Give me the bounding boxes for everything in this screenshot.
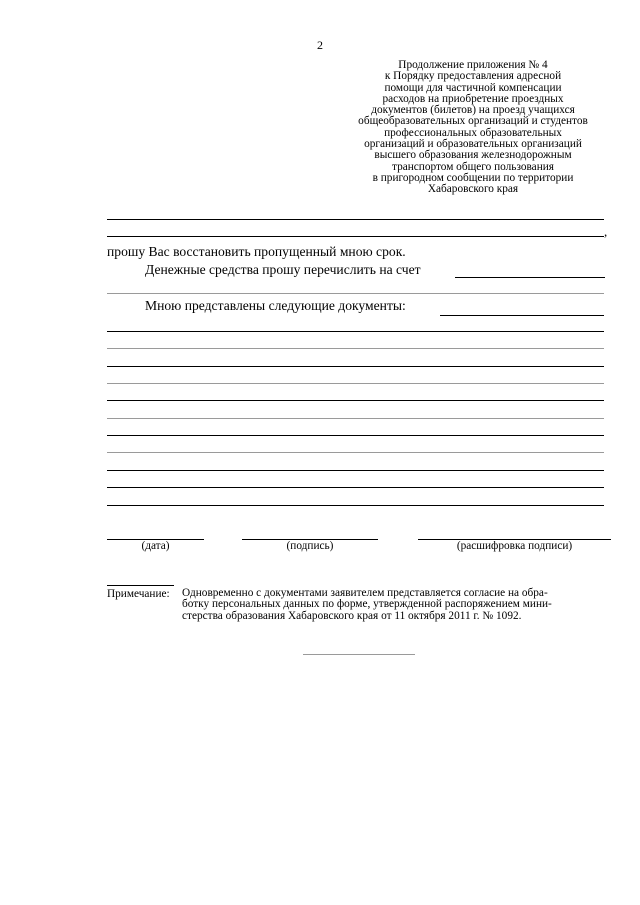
header-line: Хабаровского края [427,183,519,196]
transfer-text: Денежные средства прошу перечислить на счет [145,262,421,277]
request-text: прошу Вас восстановить пропущенный мною срок. [107,244,406,259]
documents-fill-line[interactable] [107,505,604,506]
note-line: Одновременно с документами заявителем представляется согласие на обра- [182,587,548,599]
header-line: помощи для частичной компенсации [384,81,562,94]
header-line: к Порядку предоставления адресной [384,70,562,83]
account-fill-line[interactable] [455,277,605,278]
note-separator [107,585,174,586]
note-text [182,588,606,622]
account-fill-line-2[interactable] [107,293,604,294]
header-line: Продолжение приложения № 4 [398,59,548,71]
documents-fill-line[interactable] [107,400,604,401]
header-line: транспортом общего пользования [392,160,554,173]
note-line: стерства образования Хабаровского края от 11 октября 2011 г. № 1092. [182,609,522,622]
header-line: документов (билетов) на проезд учащихся [371,104,575,117]
documents-fill-line[interactable] [107,487,604,488]
fill-line-applicant-1[interactable] [107,219,604,220]
documents-fill-line[interactable] [107,366,604,367]
page-number: 2 [317,38,323,52]
appendix-header [338,60,608,196]
trailing-comma: , [604,224,608,239]
header-line: высшего образования железнодорожным [374,149,572,162]
documents-fill-line[interactable] [107,418,604,419]
note-line: ботку персональных данных по форме, утвержденной распоряжением мини- [182,598,552,611]
documents-fill-line-first[interactable] [440,315,604,316]
decoding-label: (расшифровка подписи) [456,540,573,552]
documents-fill-line[interactable] [107,383,604,384]
header-line: организаций и образовательных организаций [364,138,582,151]
documents-text: Мною представлены следующие документы: [145,298,406,313]
documents-fill-line[interactable] [107,452,604,453]
date-label: (дата) [141,540,170,552]
note-label: Примечание: [107,588,170,600]
end-separator [303,654,415,655]
documents-fill-line[interactable] [107,331,604,332]
header-line: в пригородном сообщении по территории [372,171,574,184]
signature-label: (подпись) [286,540,334,552]
header-line: общеобразовательных организаций и студентов [358,115,588,128]
documents-fill-line[interactable] [107,435,604,436]
documents-fill-line[interactable] [107,470,604,471]
fill-line-applicant-2[interactable] [107,236,604,237]
header-line: профессиональных образовательных [384,126,562,139]
header-line: расходов на приобретение проездных [382,92,564,105]
documents-fill-line[interactable] [107,348,604,349]
